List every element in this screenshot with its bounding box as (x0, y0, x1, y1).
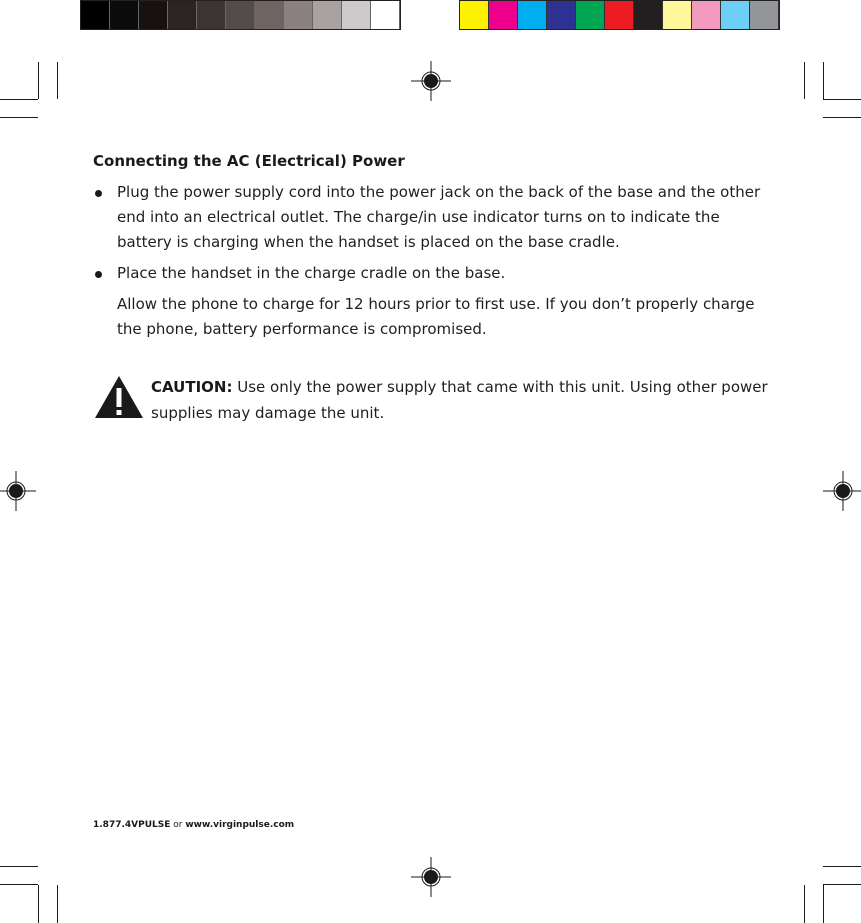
registration-mark-top-icon (411, 61, 451, 101)
warning-triangle-icon (93, 374, 145, 420)
section-title: Connecting the AC (Electrical) Power (93, 152, 405, 170)
caution-text (151, 374, 773, 426)
footer-url: www.virginpulse.com (185, 820, 295, 830)
power-section (93, 152, 773, 342)
caution-label: CAUTION: (151, 378, 233, 396)
list-item: Plug the power supply cord into the power jack on the back of the base and the other end into an electrical outlet. The charge/in use indicator turns on to indicate the battery is charging when the handset is placed on the base cradle. (93, 180, 773, 255)
registration-mark-right-icon (823, 471, 861, 511)
caution-box (93, 374, 773, 426)
instruction-list (93, 180, 773, 286)
footer-or: or (170, 820, 186, 830)
charge-note: Allow the phone to charge for 12 hours prior to first use. If you don’t properly charge the phone, battery performance is compromised. (117, 295, 755, 338)
footer-phone: 1.877.4VPULSE (93, 820, 171, 830)
list-item: Place the handset in the charge cradle on the base. (93, 261, 773, 286)
registration-mark-bottom-icon (411, 857, 451, 897)
caution-message: Use only the power supply that came with this unit. Using other power supplies may damage the unit. (151, 378, 768, 422)
footer-contact (93, 820, 294, 830)
registration-mark-left-icon (0, 471, 36, 511)
